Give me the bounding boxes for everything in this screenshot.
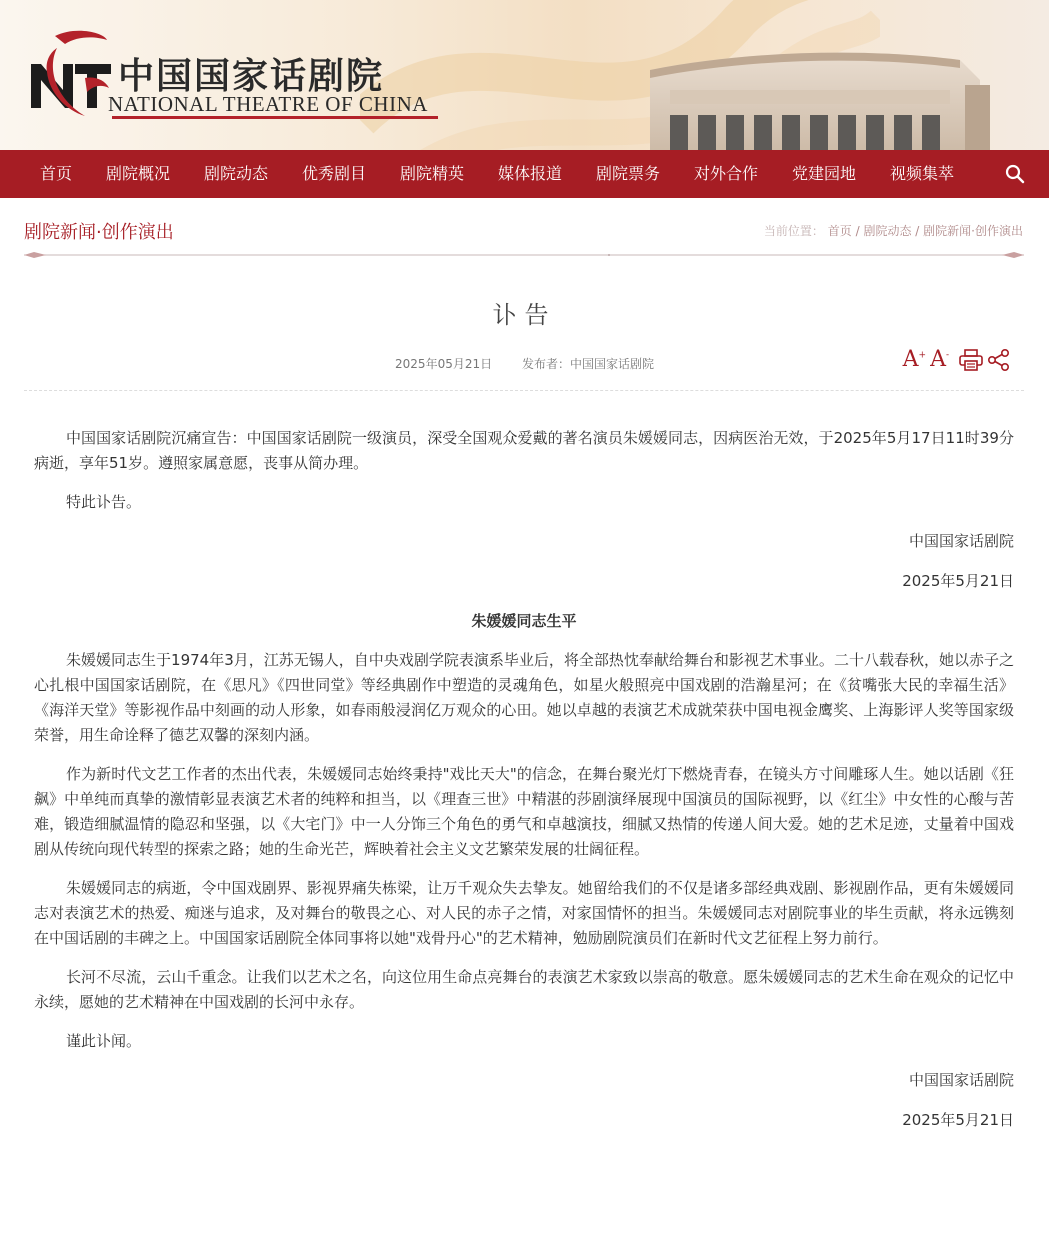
- article-paragraph: 朱媛媛同志生于1974年3月，江苏无锡人，自中央戏剧学院表演系毕业后，将全部热忱奉献给舞台和影视艺术事业。二十八载春秋，她以赤子之心扎根中国国家话剧院，在《思凡》《四世同堂》等经典剧作中塑造的灵魂角色，如星火般照亮中国戏剧的浩瀚星河；在《贫嘴张大民的幸福生活》《海洋天堂》等影视作品中刻画的动人形象，如春雨般浸润亿万观众的心田。她以卓越的表演艺术成就荣获中国电视金鹰奖、上海影评人奖等国家级荣誉，用生命诠释了德艺双馨的深刻内涵。: [34, 651, 1014, 744]
- header-banner: [0, 0, 1049, 150]
- article-tools: [903, 347, 1011, 372]
- biography-subtitle: 朱媛媛同志生平: [471, 612, 577, 630]
- font-smaller-button[interactable]: A-: [930, 347, 949, 372]
- nav-item-videos[interactable]: 视频集萃: [890, 164, 955, 183]
- logo-mark-icon[interactable]: [25, 28, 111, 118]
- breadcrumb-separator: /: [855, 224, 860, 238]
- breadcrumb-label: 当前位置：: [763, 224, 824, 238]
- nav-item-elites[interactable]: 剧院精英: [400, 164, 465, 183]
- breadcrumb: [764, 222, 1023, 239]
- nav-item-news[interactable]: 剧院动态: [204, 164, 269, 183]
- signature-org: 中国国家话剧院: [908, 1071, 1014, 1089]
- font-larger-button[interactable]: A+: [902, 347, 927, 372]
- breadcrumb-current[interactable]: 剧院新闻·创作演出: [923, 224, 1023, 238]
- signature-org: 中国国家话剧院: [908, 532, 1014, 550]
- share-icon[interactable]: [987, 348, 1011, 372]
- article-body: [34, 426, 1014, 1148]
- article-paragraph: 长河不尽流，云山千重念。让我们以艺术之名，向这位用生命点亮舞台的表演艺术家致以崇高的敬意。愿朱媛媛同志的艺术生命在观众的记忆中永续，愿她的艺术精神在中国戏剧的长河中永存。: [34, 968, 1014, 1011]
- main-nav: [0, 150, 1049, 198]
- article-date: 2025年05月21日: [395, 357, 493, 371]
- article-paragraph: 作为新时代文艺工作者的杰出代表，朱媛媛同志始终秉持"戏比天大"的信念，在舞台聚光灯下燃烧青春，在镜头方寸间雕琢人生。她以话剧《狂飙》中单纯而真挚的激情彰显表演艺术者的纯粹和担当，以《理查三世》中精湛的莎剧演绎展现中国演员的国际视野，以《红尘》中女性的心酸与苦难，锻造细腻温情的隐忍和坚强，以《大宅门》中一人分饰三个角色的勇气和卓越演技，细腻又热情的传递人间大爱。她的艺术足迹，丈量着中国戏剧从传统向现代转型的探索之路；她的生命光芒，辉映着社会主义文艺繁荣发展的壮阔征程。: [34, 765, 1014, 858]
- article-paragraph: 谨此讣闻。: [66, 1032, 142, 1050]
- font-smaller-label: A: [930, 347, 946, 372]
- signature-date: 2025年5月21日: [902, 572, 1014, 590]
- article-title: 讣告: [492, 301, 557, 329]
- article-meta: [0, 355, 1049, 372]
- nav-item-repertoire[interactable]: 优秀剧目: [302, 164, 367, 183]
- print-icon[interactable]: [959, 349, 983, 371]
- breadcrumb-home[interactable]: 首页: [827, 224, 852, 238]
- nav-item-cooperation[interactable]: 对外合作: [694, 164, 759, 183]
- nav-item-media[interactable]: 媒体报道: [498, 164, 563, 183]
- site-name-en[interactable]: NATIONAL THEATRE OF CHINA: [108, 92, 428, 116]
- section-title: 剧院新闻·创作演出: [24, 222, 174, 243]
- logo-underline: [112, 116, 438, 119]
- meta-divider: [24, 390, 1024, 391]
- article-publisher: 发布者：中国国家话剧院: [521, 357, 654, 371]
- font-larger-label: A: [902, 347, 919, 372]
- nav-item-home[interactable]: 首页: [40, 164, 73, 183]
- nav-item-tickets[interactable]: 剧院票务: [596, 164, 661, 183]
- nav-item-overview[interactable]: 剧院概况: [106, 164, 171, 183]
- search-icon[interactable]: [1005, 164, 1025, 184]
- theatre-building-image: [630, 40, 990, 150]
- section-divider: [24, 251, 1024, 259]
- article-paragraph: 中国国家话剧院沉痛宣告：中国国家话剧院一级演员，深受全国观众爱戴的著名演员朱媛媛同志，因病医治无效，于2025年5月17日11时39分病逝，享年51岁。遵照家属意愿，丧事从简办理。: [34, 429, 1014, 472]
- nav-item-party[interactable]: 党建园地: [792, 164, 857, 183]
- breadcrumb-news[interactable]: 剧院动态: [863, 224, 912, 238]
- breadcrumb-separator: /: [915, 224, 920, 238]
- site-name-cn[interactable]: 中国国家话剧院: [118, 55, 385, 97]
- signature-date: 2025年5月21日: [902, 1111, 1014, 1129]
- article-paragraph: 特此讣告。: [66, 493, 142, 511]
- article-paragraph: 朱媛媛同志的病逝，令中国戏剧界、影视界痛失栋梁，让万千观众失去挚友。她留给我们的不仅是诸多部经典戏剧、影视剧作品，更有朱媛媛同志对表演艺术的热爱、痴迷与追求，及对舞台的敬畏之心、对人民的赤子之情，对家国情怀的担当。朱媛媛同志对剧院事业的毕生贡献，将永远镌刻在中国话剧的丰碑之上。中国国家话剧院全体同事将以她"戏骨丹心"的艺术精神，勉励剧院演员们在新时代文艺征程上努力前行。: [34, 879, 1014, 947]
